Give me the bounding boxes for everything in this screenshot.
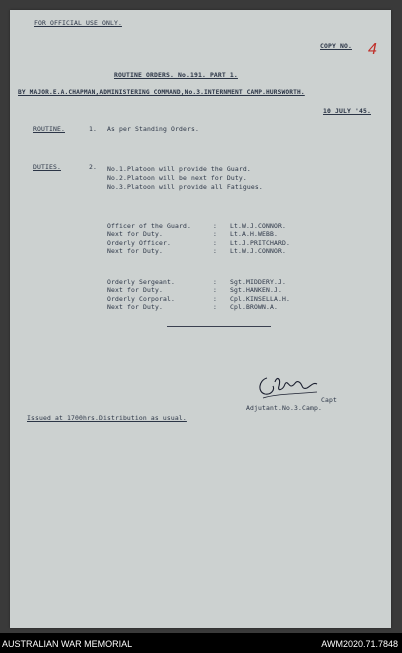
document-sheet xyxy=(10,10,391,628)
footer-accession: AWM2020.71.7848 xyxy=(321,639,398,649)
duty-line: No.1.Platoon will provide the Guard. xyxy=(107,165,251,173)
footer-bar xyxy=(0,633,402,653)
officer-name: Lt.W.J.CONNOR. xyxy=(230,247,286,255)
officer-sep: : xyxy=(213,247,217,255)
duties-heading: DUTIES. xyxy=(33,163,61,171)
duties-number: 2. xyxy=(89,163,97,171)
handwritten-signature xyxy=(255,372,325,402)
issuer-line: BY MAJOR.E.A.CHAPMAN,ADMINISTERING COMMAND,No.3.INTERNMENT CAMP.HURSWORTH. xyxy=(18,89,305,96)
routine-number: 1. xyxy=(89,125,97,133)
officer-role: Orderly Officer. xyxy=(107,239,171,247)
officer-name: Lt.J.PRITCHARD. xyxy=(230,239,290,247)
document-date: 10 JULY '45. xyxy=(323,107,371,115)
officer-name: Lt.A.H.WEBB. xyxy=(230,230,278,238)
routine-heading: ROUTINE. xyxy=(33,125,65,133)
copy-number-label: COPY NO. xyxy=(320,42,352,50)
nco-name: Sgt.HANKEN.J. xyxy=(230,286,282,294)
nco-name: Sgt.MIDDERY.J. xyxy=(230,278,286,286)
nco-sep: : xyxy=(213,303,217,311)
document-title: ROUTINE ORDERS. No.191. PART 1. xyxy=(114,71,238,79)
copy-number: 4 xyxy=(368,41,377,58)
nco-role: Next for Duty. xyxy=(107,286,163,294)
nco-role: Next for Duty. xyxy=(107,303,163,311)
officer-role: Next for Duty. xyxy=(107,230,163,238)
nco-sep: : xyxy=(213,295,217,303)
duty-line: No.3.Platoon will provide all Fatigues. xyxy=(107,183,263,191)
routine-text: As per Standing Orders. xyxy=(107,125,199,133)
officer-name: Lt.W.J.CONNOR. xyxy=(230,222,286,230)
separator-line xyxy=(167,326,271,327)
officer-sep: : xyxy=(213,239,217,247)
issued-note: Issued at 1700hrs.Distribution as usual. xyxy=(27,414,187,422)
nco-sep: : xyxy=(213,286,217,294)
nco-name: Cpl.BROWN.A. xyxy=(230,303,278,311)
nco-name: Cpl.KINSELLA.H. xyxy=(230,295,290,303)
signature-title: Adjutant.No.3.Camp. xyxy=(246,404,322,412)
officer-role: Officer of the Guard. xyxy=(107,222,191,230)
nco-sep: : xyxy=(213,278,217,286)
officer-role: Next for Duty. xyxy=(107,247,163,255)
nco-role: Orderly Corporal. xyxy=(107,295,175,303)
signature-rank: Capt xyxy=(321,396,337,404)
officer-sep: : xyxy=(213,222,217,230)
classification-label: FOR OFFICIAL USE ONLY. xyxy=(34,19,122,27)
duty-line: No.2.Platoon will be next for Duty. xyxy=(107,174,247,182)
footer-institution: AUSTRALIAN WAR MEMORIAL xyxy=(2,639,133,649)
nco-role: Orderly Sergeant. xyxy=(107,278,175,286)
officer-sep: : xyxy=(213,230,217,238)
